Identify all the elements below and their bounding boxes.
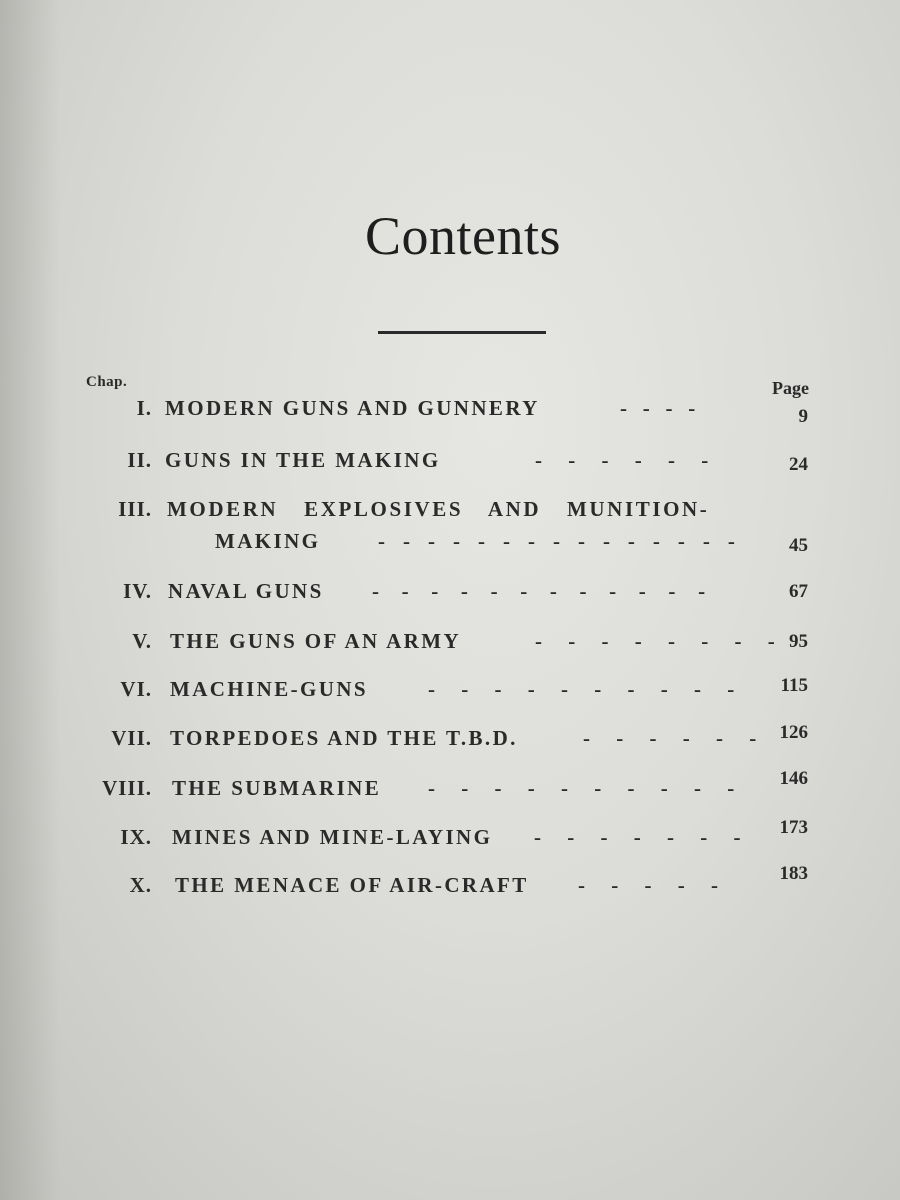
page-title: Contents [364,206,561,266]
toc-entry [0,448,900,488]
toc-entry [0,579,900,619]
dot-leader: - - - - - - [535,448,709,472]
chapter-number: VIII. [102,776,152,800]
dot-leader: - - - - - - - - - - [428,776,735,800]
chapter-number: VII. [111,726,152,750]
toc-entry [0,396,900,436]
chapter-number: V. [132,629,152,653]
page-number: 115 [780,675,808,696]
chapter-title: THE SUBMARINE [172,776,382,800]
chapter-number: IV. [123,579,152,603]
chapter-number: VI. [120,677,152,701]
page-header: Page [772,378,809,398]
chapter-title: NAVAL GUNS [168,579,324,603]
toc-entry [0,768,900,816]
title-rule [378,331,546,334]
page-number: 95 [789,631,808,652]
chapter-title-continuation: MAKING [215,529,321,553]
dot-leader: - - - - - - - - [535,629,775,653]
toc-entry [0,863,900,913]
chapter-title: TORPEDOES AND THE T.B.D. [170,726,518,750]
chapter-number: I. [136,396,152,420]
chapter-title: MACHINE-GUNS [170,677,368,701]
dot-leader: - - - - - - [583,726,757,750]
toc-entry [0,722,900,766]
dot-leader: - - - - - [578,873,718,897]
page-number: 146 [779,768,808,789]
chapter-title: MODERN GUNS AND GUNNERY [165,396,540,420]
chapter-title: MINES AND MINE-LAYING [172,825,493,849]
toc-entry [0,677,900,717]
chapter-title: MODERN EXPLOSIVES AND MUNITION- [167,497,710,521]
chapter-number: IX. [120,825,152,849]
page-number: 183 [779,863,808,884]
toc-entry-continuation [0,529,900,569]
chapter-title: GUNS IN THE MAKING [165,448,441,472]
chapter-number: II. [127,448,152,472]
page-number: 45 [789,535,808,556]
chapter-number: X. [129,873,152,897]
chapter-title: THE MENACE OF AIR-CRAFT [175,873,529,897]
dot-leader: - - - - [620,396,696,420]
dot-leader: - - - - - - - - - - [428,677,735,701]
toc-entry [0,629,900,669]
page-number: 173 [779,817,808,838]
page-number: 24 [789,454,808,475]
toc-entry [0,817,900,865]
dot-leader: - - - - - - - - - - - - - - - [378,529,735,553]
chapter-title: THE GUNS OF AN ARMY [170,629,462,653]
page-number: 126 [779,722,808,743]
dot-leader: - - - - - - - [534,825,741,849]
page-number: 9 [798,406,808,427]
chapter-number: III. [118,497,152,521]
chap-header: Chap. [86,374,128,390]
dot-leader: - - - - - - - - - - - - [372,579,705,603]
page-number: 67 [789,581,808,602]
